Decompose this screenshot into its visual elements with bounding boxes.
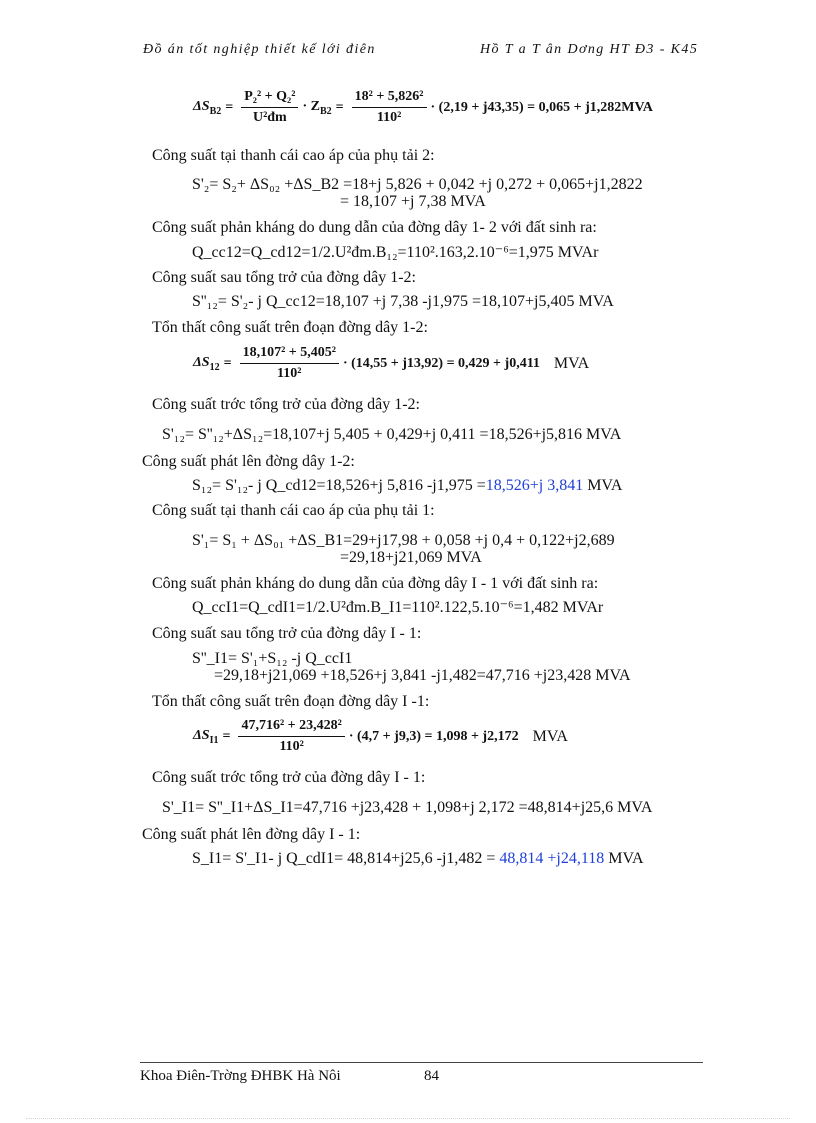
text-line: Công suất phản kháng do dung dẫn của đờng dây 1- 2 với đất sinh ra:	[152, 219, 597, 236]
highlighted-result: 18,526+j 3,841	[485, 477, 584, 494]
header-left: Đồ án tốt nghiệp thiết kế lới điên	[143, 42, 376, 57]
equation-line: S'₁= S₁ + ΔS₀₁ +ΔS_B1=29+j17,98 + 0,058 +j 0,4 + 0,122+j2,689	[192, 532, 615, 549]
text-line: Công suất sau tổng trở của đờng dây I - 1:	[152, 625, 422, 642]
unit-label: MVA	[553, 354, 590, 372]
numerator: 18² + 5,826²	[352, 88, 427, 108]
formula-rhs: · (2,19 + j43,35) = 0,065 + j1,282MVA	[430, 99, 653, 115]
text-line: Công suất phản kháng do dung dẫn của đờng dây I - 1 với đất sinh ra:	[152, 575, 599, 592]
formula-rhs: · (14,55 + j13,92) = 0,429 + j0,411	[342, 355, 540, 371]
equation-line: =29,18+j21,069 +18,526+j 3,841 -j1,482=47,716 +j23,428 MVA	[214, 667, 631, 684]
formula-lhs: $\Delta S_{B2}$	[193, 98, 222, 117]
unit-label: MVA	[583, 477, 623, 494]
denominator: U²đm	[252, 110, 287, 125]
equation-text: S₁₂= S'₁₂- j Q_cd12=18,526+j 5,816 -j1,975 =	[192, 477, 486, 494]
fraction	[240, 344, 339, 383]
unit-label: MVA	[604, 850, 644, 867]
text-line: Công suất trớc tổng trở của đờng dây 1-2:	[152, 396, 420, 413]
fraction	[241, 88, 298, 127]
footer-text: Khoa Điên-Trờng ĐHBK Hà Nôi	[140, 1068, 341, 1084]
equation-line: S''_I1= S'₁+S₁₂ -j Q_ccI1	[192, 650, 353, 667]
formula-delta-sb2	[193, 88, 653, 127]
highlighted-result: 48,814 +j24,118	[499, 850, 605, 867]
equation-line	[192, 849, 644, 869]
footer-rule	[140, 1062, 703, 1063]
equation-line: S''₁₂= S'₂- j Q_cc12=18,107 +j 7,38 -j1,975 =18,107+j5,405 MVA	[192, 293, 614, 310]
formula-rhs: · (4,7 + j9,3) = 1,098 + j2,172	[348, 728, 519, 744]
fraction	[352, 88, 427, 127]
text-line: Công suất phát lên đờng dây 1-2:	[142, 453, 355, 470]
text-line: Công suất trớc tổng trở của đờng dây I - 1:	[152, 769, 426, 786]
unit-label: MVA	[532, 727, 568, 745]
text-line: Tổn thất công suất trên đoạn đờng dây 1-2:	[152, 319, 428, 336]
equation-line: =29,18+j21,069 MVA	[340, 549, 482, 566]
page-edge	[26, 1118, 790, 1119]
numerator: 18,107² + 5,405²	[240, 344, 339, 364]
formula-lhs: $\Delta S_{12}$	[193, 354, 220, 373]
equation-line	[192, 476, 622, 496]
fraction	[238, 717, 344, 756]
text-line: Công suất sau tổng trở của đờng dây 1-2:	[152, 269, 416, 286]
numerator: P₂² + Q₂²	[241, 88, 298, 108]
equation-line: Q_ccI1=Q_cdI1=1/2.U²đm.B_I1=110².122,5.10⁻⁶=1,482 MVAr	[192, 599, 604, 616]
formula-delta-s12	[193, 344, 589, 383]
page-number: 84	[424, 1068, 439, 1084]
equation-line: S'₁₂= S''₁₂+ΔS₁₂=18,107+j 5,405 + 0,429+j 0,411 =18,526+j5,816 MVA	[162, 426, 622, 443]
denominator: 110²	[279, 739, 304, 754]
equation-line: = 18,107 +j 7,38 MVA	[340, 193, 486, 210]
numerator: 47,716² + 23,428²	[238, 717, 344, 737]
equals-sign: =	[222, 728, 231, 744]
equation-line: S'₂= S₂+ ΔS₀₂ +ΔS_B2 =18+j 5,826 + 0,042 +j 0,272 + 0,065+j1,2822	[192, 176, 643, 193]
equation-line: Q_cc12=Q_cd12=1/2.U²đm.B₁₂=110².163,2.10⁻⁶=1,975 MVAr	[192, 244, 599, 261]
formula-lhs: $\Delta S_{I1}$	[193, 727, 219, 746]
header-right: Hồ T a T ân Dơng HT Đ3 - K45	[480, 42, 699, 57]
text-line: Công suất phát lên đờng dây I - 1:	[142, 826, 361, 843]
formula-delta-si1	[193, 717, 568, 756]
denominator: 110²	[277, 366, 302, 381]
denominator: 110²	[376, 110, 402, 125]
equals-sign: =	[225, 99, 234, 115]
text-line: Công suất tại thanh cái cao áp của phụ tải 2:	[152, 147, 435, 164]
equals-sign: =	[223, 355, 232, 371]
equation-line: S'_I1= S''_I1+ΔS_I1=47,716 +j23,428 + 1,098+j 2,172 =48,814+j25,6 MVA	[162, 799, 653, 816]
text-line: Tổn thất công suất trên đoạn đờng dây I -1:	[152, 693, 430, 710]
equation-text: S_I1= S'_I1- j Q_cdI1= 48,814+j25,6 -j1,482 =	[192, 850, 500, 867]
impedance-symbol: · $Z_{B2}$	[302, 98, 332, 117]
text-line: Công suất tại thanh cái cao áp của phụ tải 1:	[152, 502, 435, 519]
equals-sign: =	[335, 99, 344, 115]
